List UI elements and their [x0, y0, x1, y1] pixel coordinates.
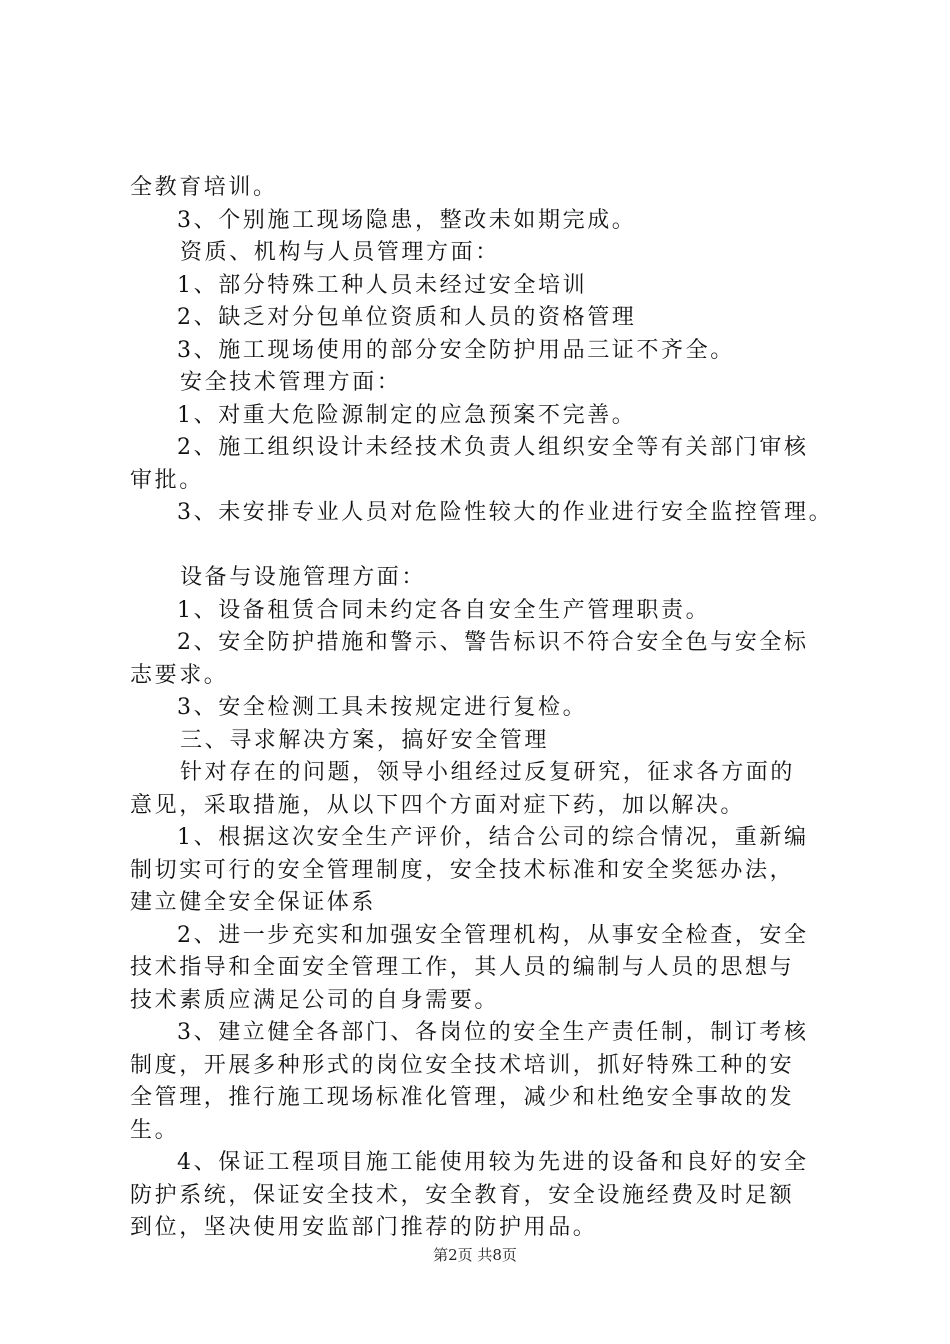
paragraph-line: 建立健全安全保证体系: [130, 890, 377, 915]
paragraph-line: 资质、机构与人员管理方面：: [180, 240, 500, 265]
paragraph-line: 3、安全检测工具未按规定进行复检。: [177, 695, 588, 720]
paragraph-line: 审批。: [130, 467, 204, 493]
paragraph-line: 1、根据这次安全生产评价，结合公司的综合情况，重新编: [177, 825, 809, 850]
blank-line: [130, 530, 830, 563]
paragraph-line: 志要求。: [130, 662, 229, 688]
paragraph-line: 3、建立健全各部门、各岗位的安全生产责任制，制订考核: [177, 1020, 809, 1045]
paragraph-line: 到位，坚决使用安监部门推荐的防护用品。: [130, 1215, 598, 1240]
paragraph-line: 1、对重大危险源制定的应急预案不完善。: [177, 402, 637, 428]
paragraph-line: 全管理，推行施工现场标准化管理，减少和杜绝安全事故的发: [130, 1085, 795, 1110]
paragraph-line: 三、寻求解决方案，搞好安全管理: [180, 727, 550, 753]
paragraph-line: 制度，开展多种形式的岗位安全技术培训，抓好特殊工种的安: [130, 1052, 795, 1078]
paragraph-line: 制切实可行的安全管理制度，安全技术标准和安全奖惩办法，: [130, 857, 795, 883]
paragraph-line: 2、进一步充实和加强安全管理机构，从事安全检查，安全: [177, 922, 809, 948]
paragraph-line: 全教育培训。: [130, 175, 278, 200]
paragraph-line: 生。: [130, 1117, 180, 1143]
paragraph-line: 技术素质应满足公司的自身需要。: [130, 987, 500, 1013]
paragraph-line: 3、未安排专业人员对危险性较大的作业进行安全监控管理。: [177, 500, 834, 525]
paragraph-line: 设备与设施管理方面：: [180, 565, 427, 590]
paragraph-line: 1、设备租赁合同未约定各自安全生产管理职责。: [177, 597, 711, 623]
paragraph-line: 安全技术管理方面：: [180, 370, 402, 395]
paragraph-line: 3、施工现场使用的部分安全防护用品三证不齐全。: [177, 337, 735, 363]
paragraph-line: 2、施工组织设计未经技术负责人组织安全等有关部门审核: [177, 435, 809, 460]
document-body: [130, 172, 834, 1245]
paragraph-line: 防护系统，保证安全技术，安全教育，安全设施经费及时足额: [130, 1182, 795, 1208]
paragraph-line: 意见，采取措施，从以下四个方面对症下药，加以解决。: [130, 792, 746, 818]
paragraph-line: 3、个别施工现场隐患，整改未如期完成。: [177, 207, 637, 233]
page-footer: 第2页 共8页: [433, 1246, 517, 1264]
paragraph-line: 2、安全防护措施和警示、警告标识不符合安全色与安全标: [177, 630, 809, 655]
paragraph-line: 4、保证工程项目施工能使用较为先进的设备和良好的安全: [177, 1150, 809, 1175]
paragraph-line: 针对存在的问题，领导小组经过反复研究，征求各方面的: [180, 760, 796, 785]
paragraph-line: 技术指导和全面安全管理工作，其人员的编制与人员的思想与: [130, 955, 795, 980]
paragraph-line: 2、缺乏对分包单位资质和人员的资格管理: [177, 305, 637, 330]
paragraph-line: 1、部分特殊工种人员未经过安全培训: [177, 272, 588, 298]
